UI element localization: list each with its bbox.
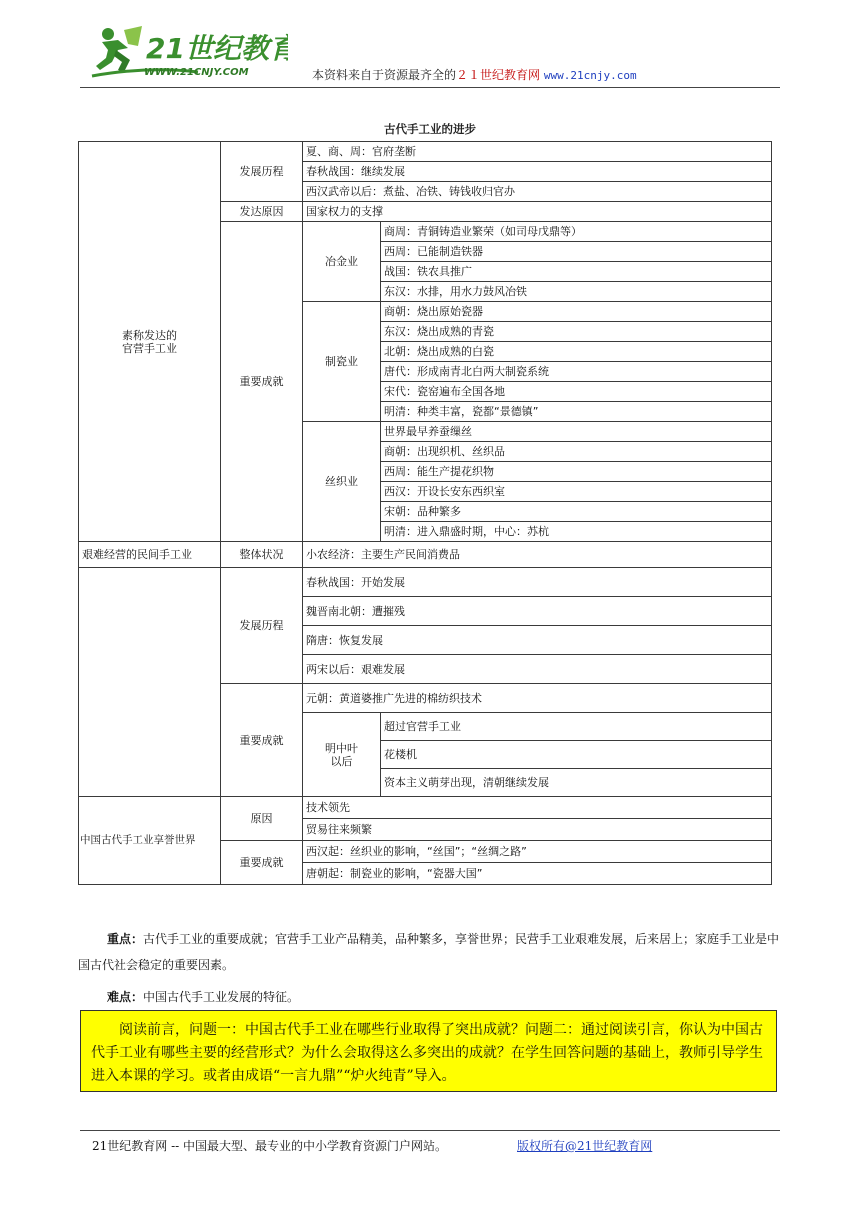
metallurgy-item-1: 商周：青铜铸造业繁荣（如司母戊鼎等） — [381, 222, 772, 242]
official-history-2: 春秋战国：继续发展 — [303, 162, 772, 182]
silk-item-1: 世界最早养蚕缫丝 — [381, 422, 772, 442]
difficult-point-text: 中国古代手工业发展的特征。 — [143, 990, 300, 1004]
silk-item-6: 明清：进入鼎盛时期，中心：苏杭 — [381, 522, 772, 542]
header-brand-link[interactable]: ２１世纪教育网 — [456, 68, 541, 82]
household-history-label: 发展历程 — [221, 568, 303, 684]
handicraft-table — [78, 141, 772, 885]
official-history-1: 夏、商、周：官府垄断 — [303, 142, 772, 162]
silk-item-2: 商朝：出现织机、丝织品 — [381, 442, 772, 462]
key-point-label: 重点： — [107, 932, 144, 946]
silk-item-3: 西周：能生产提花织物 — [381, 462, 772, 482]
household-history-2: 魏晋南北朝：遭摧残 — [303, 597, 772, 626]
header-note-prefix: 本资料来自于资源最齐全的 — [312, 68, 457, 82]
official-reason-label: 发达原因 — [221, 202, 303, 222]
site-logo[interactable] — [88, 20, 288, 86]
household-history-4: 两宋以后：艰难发展 — [303, 655, 772, 684]
metallurgy-item-4: 东汉：水排，用水力鼓风冶铁 — [381, 282, 772, 302]
ming-item-3: 资本主义萌芽出现，清朝继续发展 — [381, 769, 772, 797]
svg-text:21世纪教育: 21世纪教育 — [146, 32, 288, 65]
svg-text:WWW.21CNJY.COM: WWW.21CNJY.COM — [144, 67, 249, 78]
intro-highlight-box — [80, 1010, 777, 1092]
official-reason: 国家权力的支撑 — [303, 202, 772, 222]
silk-item-5: 宋朝：品种繁多 — [381, 502, 772, 522]
footer-copyright-link[interactable]: 版权所有@21世纪教育网 — [517, 1139, 653, 1153]
world-reason-1: 技术领先 — [303, 797, 772, 819]
household-yuan: 元朝：黄道婆推广先进的棉纺织技术 — [303, 684, 772, 713]
official-history-label: 发展历程 — [221, 142, 303, 202]
world-reason-label: 原因 — [221, 797, 303, 841]
ming-period-label: 明中叶 以后 — [303, 713, 381, 797]
porcelain-item-3: 北朝：烧出成熟的白瓷 — [381, 342, 772, 362]
table-title: 古代手工业的进步 — [384, 122, 476, 136]
private-craft-label: 艰难经营的民间手工业 — [79, 542, 221, 568]
metallurgy-item-2: 西周：已能制造铁器 — [381, 242, 772, 262]
footer-divider — [80, 1130, 780, 1131]
porcelain-item-4: 唐代：形成南青北白两大制瓷系统 — [381, 362, 772, 382]
official-craft-label: 素称发达的 官营手工业 — [79, 142, 221, 542]
header-divider — [80, 87, 780, 88]
world-craft-label: 中国古代手工业享誉世界 — [79, 797, 221, 885]
official-achievement-label: 重要成就 — [221, 222, 303, 542]
ming-item-2: 花楼机 — [381, 741, 772, 769]
key-point-text: 古代手工业的重要成就；官营手工业产品精美，品种繁多，享誉世界；民营手工业艰难发展，后来居上；家庭手工业是中国古代社会稳定的重要因素。 — [78, 932, 780, 972]
world-achievement-2: 唐朝起：制瓷业的影响，“瓷器大国” — [303, 863, 772, 885]
metallurgy-label: 冶金业 — [303, 222, 381, 302]
porcelain-item-1: 商朝：烧出原始瓷器 — [381, 302, 772, 322]
difficult-point-paragraph — [78, 984, 784, 1010]
household-history-3: 隋唐：恢复发展 — [303, 626, 772, 655]
metallurgy-item-3: 战国：铁农具推广 — [381, 262, 772, 282]
official-history-3: 西汉武帝以后：煮盐、冶铁、铸钱收归官办 — [303, 182, 772, 202]
world-reason-2: 贸易往来频繁 — [303, 819, 772, 841]
private-status: 小农经济：主要生产民间消费品 — [303, 542, 772, 568]
household-craft-cell — [79, 568, 221, 797]
porcelain-item-2: 东汉：烧出成熟的青瓷 — [381, 322, 772, 342]
household-history-1: 春秋战国：开始发展 — [303, 568, 772, 597]
household-achievement-label: 重要成就 — [221, 684, 303, 797]
runner-logo-icon — [88, 20, 288, 86]
difficult-point-label: 难点： — [107, 990, 144, 1004]
porcelain-item-6: 明清：种类丰富，瓷都“景德镇” — [381, 402, 772, 422]
footer-site-description: 21世纪教育网 -- 中国最大型、最专业的中小学教育资源门户网站。 — [92, 1139, 448, 1153]
porcelain-label: 制瓷业 — [303, 302, 381, 422]
key-point-paragraph — [78, 926, 784, 978]
intro-text: 阅读前言，问题一：中国古代手工业在哪些行业取得了突出成就？问题二：通过阅读引言，你认为中国古代手工业有哪些主要的经营形式？为什么会取得这么多突出的成就？在学生回答问题的基础上，教师引导学生进入本课的学习。或者由成语“一言九鼎”“炉火纯青”导入。 — [91, 1022, 763, 1084]
world-achievement-1: 西汉起：丝织业的影响，“丝国”；“丝绸之路” — [303, 841, 772, 863]
porcelain-item-5: 宋代：瓷窑遍布全国各地 — [381, 382, 772, 402]
private-status-label: 整体状况 — [221, 542, 303, 568]
silk-item-4: 西汉：开设长安东西织室 — [381, 482, 772, 502]
header-source-note — [312, 66, 637, 83]
header-url-link[interactable]: www.21cnjy.com — [543, 69, 637, 82]
world-achievement-label: 重要成就 — [221, 841, 303, 885]
silk-label: 丝织业 — [303, 422, 381, 542]
ming-item-1: 超过官营手工业 — [381, 713, 772, 741]
table-row — [79, 142, 772, 162]
